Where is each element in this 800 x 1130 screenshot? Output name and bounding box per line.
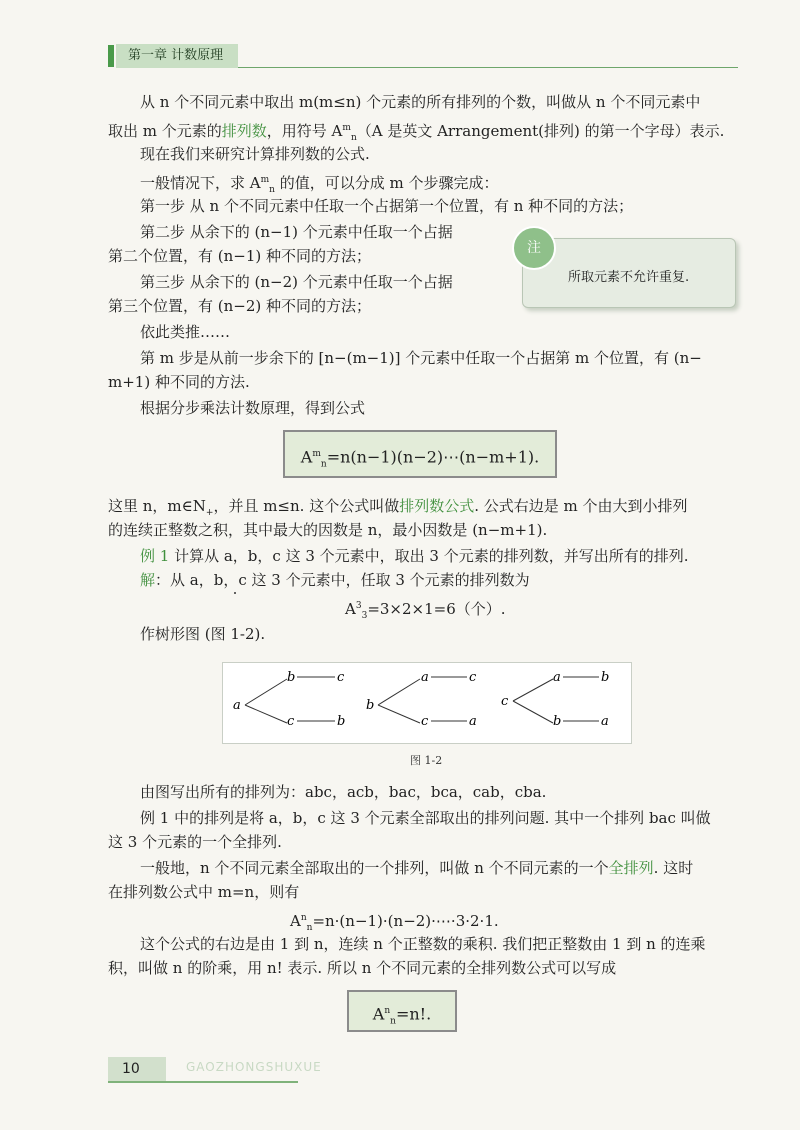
general-line-2: 在排列数公式中 m=n，则有 — [108, 883, 300, 901]
step-3-a: 第三步 从余下的 (n−2) 个元素中任取一个占据 — [140, 273, 453, 291]
header-bar — [108, 45, 114, 67]
tree-1-bot-end: b — [337, 714, 346, 729]
all-permutations: 由图写出所有的排列为：abc，acb，bac，bca，cab，cba. — [140, 783, 547, 801]
after-formula-line-2: 的连续正整数之积，其中最大的因数是 n，最小因数是 (n−m+1). — [108, 521, 548, 539]
footer-wordmark: GAOZHONGSHUXUE — [186, 1060, 322, 1074]
step-2-a: 第二步 从余下的 (n−1) 个元素中任取一个占据 — [140, 223, 453, 241]
tree-3-bot-end: a — [601, 714, 609, 729]
para-1-line-2: 取出 m 个元素的排列数，用符号 $A^m_n(A$ 是英文 Arrangement(排列) 的第一个字母）表示. — [108, 122, 725, 143]
step-3-b: 第三个位置，有 (n−2) 种不同的方法； — [108, 297, 372, 315]
tree-intro: 作树形图 (图 1-2). — [140, 625, 266, 643]
solution-label: 解 — [140, 571, 156, 589]
header-rule — [238, 67, 738, 68]
solution-line: 解：从 a，b，c 这 3 个元素中，任取 3 个元素的排列数为 — [140, 571, 530, 589]
formula-arrangement: $A^m_n=n(n-1)(n-2)\cdots(n-m+1)$. — [283, 430, 557, 478]
tree-2-top: a — [421, 670, 429, 685]
term-full-permutation: 全排列 — [608, 859, 654, 877]
tree-1-root: a — [233, 698, 241, 713]
after-formula-line-1: 这里 n，$m\in N_+$，并且 m≤n. 这个公式叫做排列数公式. 公式右边是 m 个由大到小排列 — [108, 497, 688, 518]
tree-2-bot-end: a — [469, 714, 477, 729]
para-1-line-1: 从 n 个不同元素中取出 m(m≤n) 个元素的所有排列的个数，叫做从 n 个不同元素中 — [140, 93, 701, 111]
para-2: 现在我们来研究计算排列数的公式. — [140, 145, 370, 163]
figure-caption: 图 1-2 — [410, 754, 443, 767]
step-2-b: 第二个位置，有 (n−1) 种不同的方法； — [108, 247, 372, 265]
tree-1-top-end: c — [337, 670, 345, 685]
tree-3-top: a — [553, 670, 561, 685]
example-1: 例 1 计算从 a，b，c 这 3 个元素中，取出 3 个元素的排列数，并写出所有的排列. — [140, 547, 689, 565]
tree-1-top: b — [287, 670, 296, 685]
tree-1-bot: c — [287, 714, 295, 729]
footer-rule — [108, 1081, 298, 1083]
term-arrangement-number: 排列数 — [221, 122, 267, 140]
tree-2-top-end: c — [469, 670, 477, 685]
note-icon: 注 — [512, 226, 556, 270]
tree-2-bot: c — [421, 714, 429, 729]
tree-3-bot: b — [553, 714, 562, 729]
tree-figure — [222, 662, 632, 744]
tree-diagram — [223, 663, 631, 743]
full-perm-line-1: 例 1 中的排列是将 a，b，c 这 3 个元素全部取出的排列问题. 其中一个排列 bac 叫做 — [140, 809, 711, 827]
step-1: 第一步 从 n 个不同元素中任取一个占据第一个位置，有 n 种不同的方法； — [140, 197, 634, 215]
factorial-line-1: 这个公式的右边是由 1 到 n，连续 n 个正整数的乘积. 我们把正整数由 1 到 n 的连乘 — [140, 935, 706, 953]
example-label: 例 1 — [140, 547, 170, 565]
para-3: 一般情况下，求 $A^m_n$ 的值，可以分成 m 个步骤完成： — [140, 174, 499, 195]
tree-3-root: c — [501, 694, 509, 709]
tree-3-top-end: b — [601, 670, 610, 685]
formula-factorial: $A^n_n=n$!. — [347, 990, 457, 1032]
full-perm-line-2: 这 3 个元素的一个全排列. — [108, 833, 282, 851]
step-m-a: 第 m 步是从前一步余下的 [n−(m−1)] 个元素中任取一个占据第 m 个位置，有 (n− — [140, 349, 702, 367]
tree-2-root: b — [366, 698, 375, 713]
factorial-line-2: 积，叫做 n 的阶乘，用 n! 表示. 所以 n 个不同元素的全排列数公式可以写成 — [108, 959, 617, 977]
note-text: 所取元素不允许重复. — [568, 270, 690, 285]
page-number: 10 — [108, 1057, 166, 1081]
para-principle: 根据分步乘法计数原理，得到公式 — [140, 399, 366, 417]
chapter-title: 第一章 计数原理 — [116, 44, 238, 68]
para-etc: 依此类推…… — [140, 323, 231, 341]
formula-product: $A^n_n=n\cdot(n-1)\cdot(n-2)\cdot\cdots\cdot 3\cdot 2\cdot 1$. — [290, 912, 499, 933]
solution-calc: $A^3_3=3\times 2\times 1=6$（个）. — [345, 600, 506, 621]
general-line-1: 一般地，n 个不同元素全部取出的一个排列，叫做 n 个不同元素的一个全排列. 这时 — [140, 859, 694, 877]
ink-dot — [234, 592, 236, 594]
term-formula: 排列数公式 — [399, 497, 475, 515]
step-m-b: m+1) 种不同的方法. — [108, 373, 250, 391]
